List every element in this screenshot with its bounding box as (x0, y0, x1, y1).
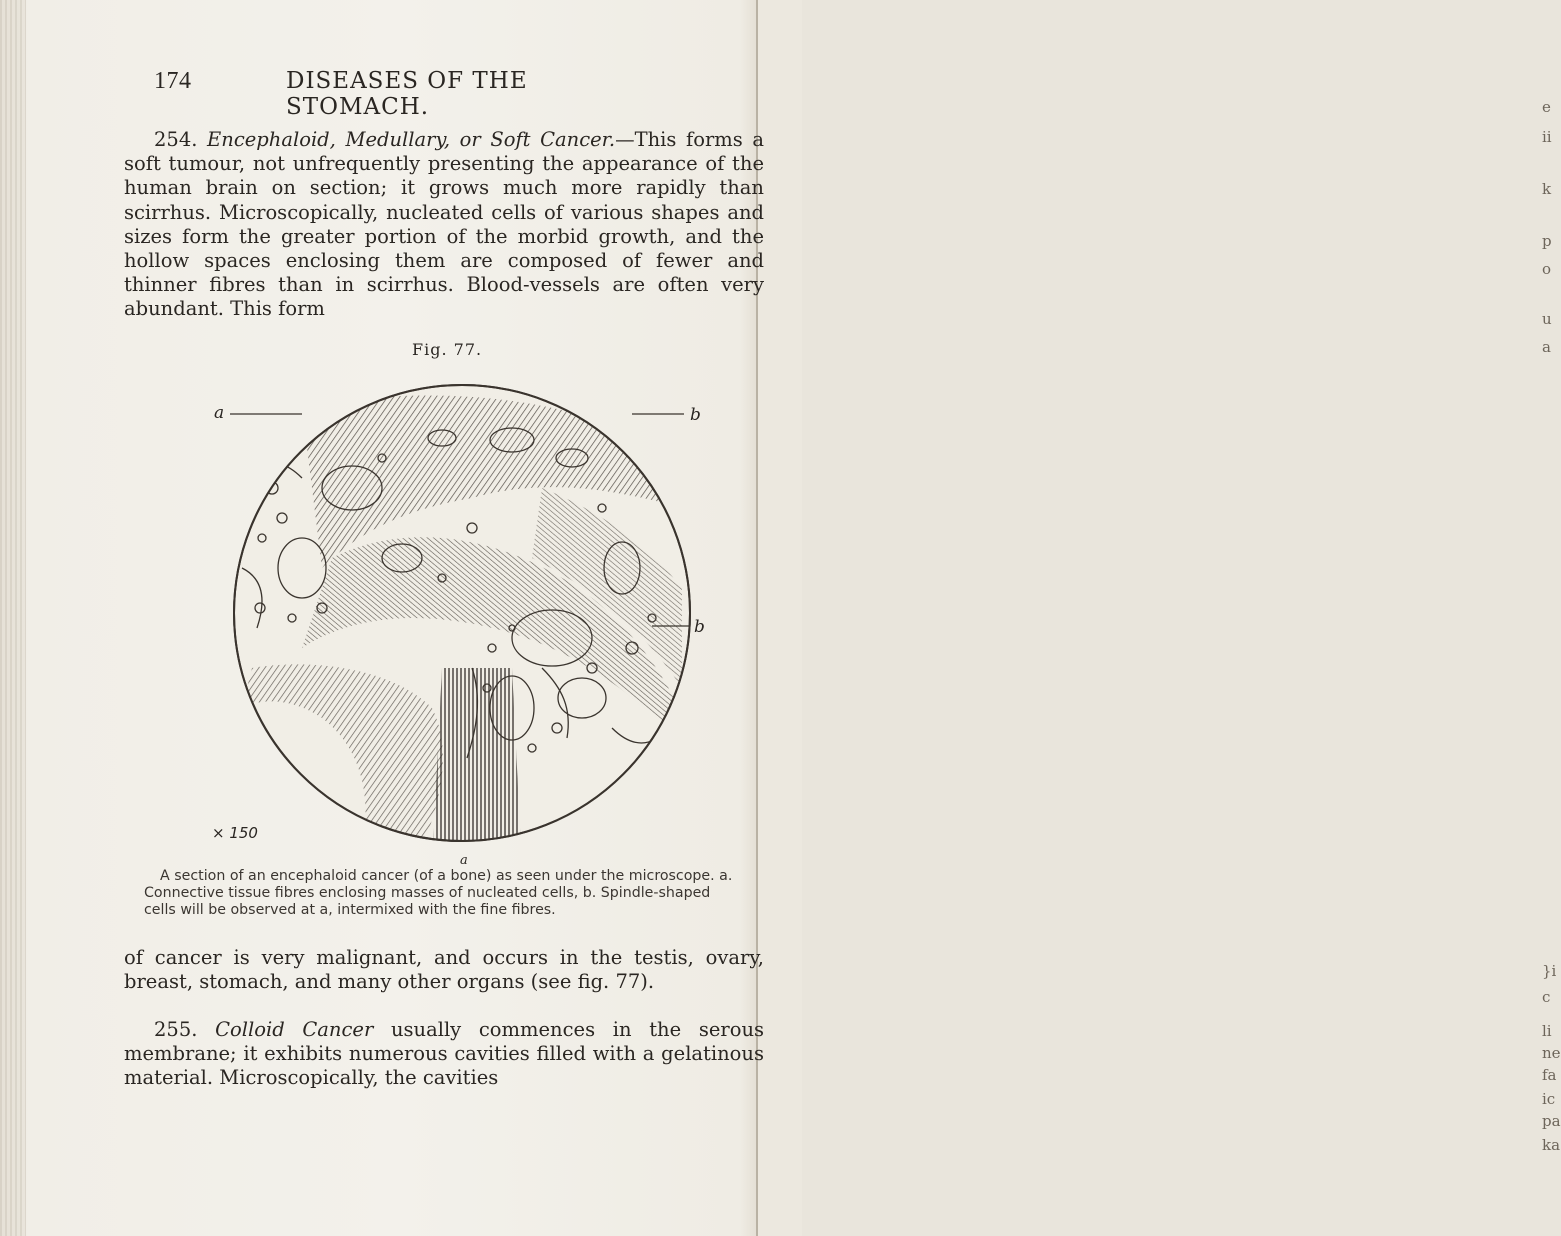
edge-letter: ic (1542, 1090, 1556, 1108)
label-a-bottom: a (460, 853, 468, 868)
section-body: —This forms a soft tumour, not unfrequently presenting the appearance of the human brain on section; it grows much more rapidly than scirrhus. Microscopically, nucleated cells of various shapes and sizes form the greater portion of the morbid growth, and the hollow spaces enclosing them are composed of fewer and thinner fibres than in scirrhus. Blood-vessels are often very abundant. This form (124, 128, 764, 321)
section-heading: Colloid Cancer (215, 1018, 374, 1041)
paragraph-continuation (124, 946, 764, 994)
edge-letter: p (1542, 232, 1552, 250)
figure-77 (212, 368, 712, 868)
section-heading: Encephaloid, Medullary, or Soft Cancer. (207, 128, 616, 151)
edge-letter: }i (1542, 962, 1557, 980)
continuation-text: of cancer is very malignant, and occurs in the testis, ovary, breast, stomach, and many other organs (see fig. 77). (124, 946, 764, 994)
edge-letter: li (1542, 1022, 1552, 1040)
paragraph-255 (124, 1018, 764, 1091)
section-number: 254. (154, 128, 198, 151)
edge-letter: fa (1542, 1066, 1557, 1084)
magnification-label: × 150 (212, 824, 258, 842)
edge-letter: ne (1542, 1044, 1561, 1062)
edge-letter: o (1542, 260, 1552, 278)
edge-letter: u (1542, 310, 1552, 328)
page-number: 174 (154, 68, 192, 94)
section-body: usually commences in the serous membrane; it exhibits numerous cavities filled with a gelatinous material. Microscopically, the cavities (124, 1018, 765, 1090)
edge-letter: a (1542, 338, 1551, 356)
edge-letter: e (1542, 98, 1551, 116)
section-number: 255. (154, 1018, 198, 1041)
label-a-top: a (214, 403, 225, 423)
figure-caption-text: A section of an encephaloid cancer (of a bone) as seen under the microscope. a. Connective tissue fibres enclosing masses of nucleated cells, b. Spindle-shaped cells will be observed at a, intermixed with the fine fibres. (144, 868, 733, 918)
label-b-top: b (690, 405, 701, 425)
label-b-right: b (694, 617, 705, 637)
edge-letter: k (1542, 180, 1552, 198)
paragraph-254 (124, 128, 764, 322)
book-gutter-left (0, 0, 26, 1236)
edge-letter: pa (1542, 1112, 1561, 1130)
running-title: DISEASES OF THE STOMACH. (286, 68, 528, 120)
figure-caption (144, 868, 742, 919)
edge-letter: ka (1542, 1136, 1561, 1154)
edge-letter: c (1542, 988, 1551, 1006)
figure-label: Fig. 77. (412, 340, 483, 359)
microscope-section-illustration (212, 368, 712, 868)
edge-letter: ii (1542, 128, 1552, 146)
